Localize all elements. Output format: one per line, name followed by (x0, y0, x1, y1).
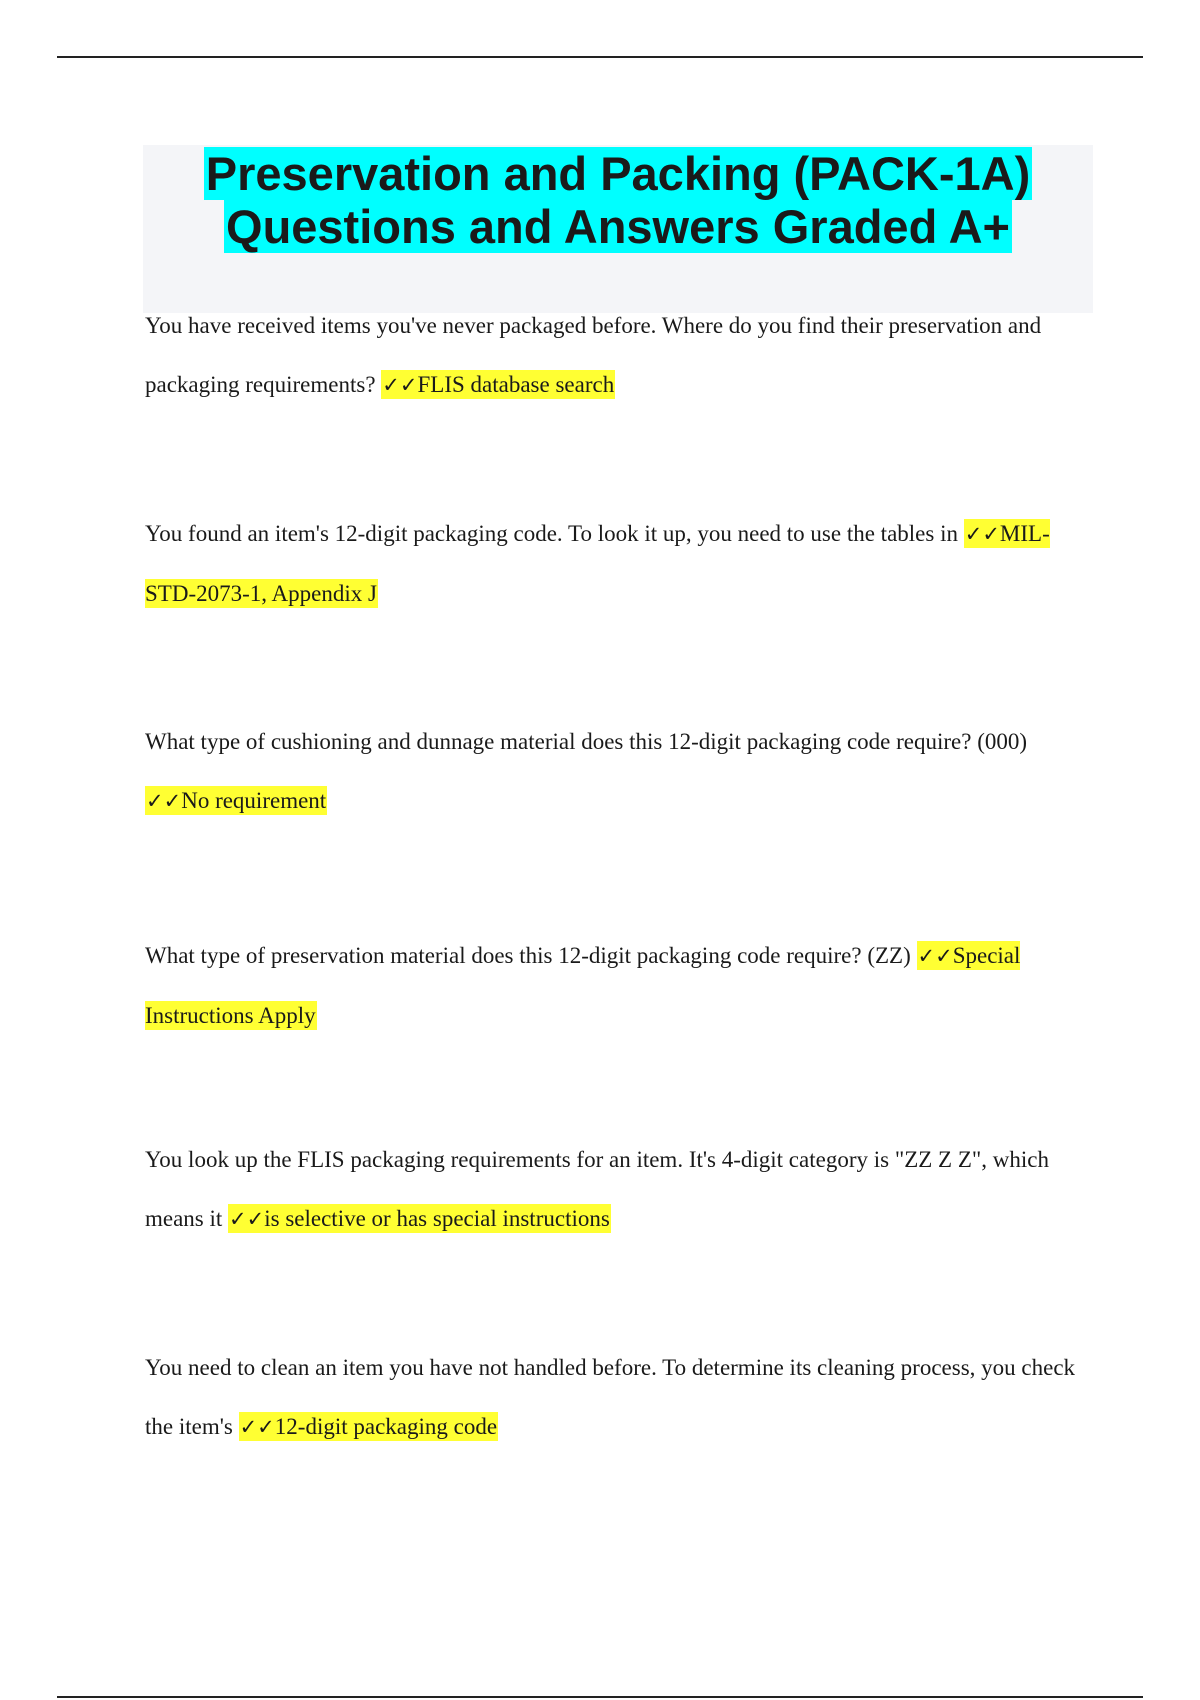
answer-text: Special Instructions Apply (145, 943, 1021, 1028)
answer-highlight (145, 786, 327, 815)
answer-text: No requirement (181, 788, 327, 813)
check-mark-icon: ✓✓ (239, 1415, 275, 1439)
question-text: You found an item's 12-digit packaging code. To look it up, you need to use the tables in (145, 521, 964, 546)
document-title-line-1: Preservation and Packing (PACK-1A) (205, 147, 1031, 200)
question-text: You need to clean an item you have not handled before. To determine its cleaning process, you check the item's (145, 1355, 1076, 1439)
answer-text: MIL-STD-2073-1, Appendix J (145, 521, 1050, 606)
answer-highlight (239, 1412, 498, 1441)
qa-item-2 (145, 504, 1080, 623)
qa-item-6 (145, 1338, 1080, 1457)
qa-item-1 (145, 296, 1080, 415)
check-mark-icon: ✓✓ (146, 789, 182, 813)
question-text: What type of preservation material does this 12-digit packaging code require? (ZZ) (145, 943, 917, 968)
document-title-line-2: Questions and Answers Graded A+ (226, 200, 1010, 253)
page-bottom-rule (57, 1696, 1143, 1698)
document-title-block (143, 145, 1093, 313)
page-top-rule (57, 56, 1143, 58)
qa-item-5 (145, 1130, 1080, 1249)
check-mark-icon: ✓✓ (229, 1207, 265, 1231)
qa-item-3 (145, 712, 1080, 831)
answer-text: 12-digit packaging code (274, 1414, 498, 1439)
check-mark-icon: ✓✓ (964, 522, 1000, 546)
qa-item-4 (145, 926, 1080, 1045)
question-text: You have received items you've never packaged before. Where do you find their preservation and packaging requirements? (145, 313, 1042, 397)
check-mark-icon: ✓✓ (917, 944, 953, 968)
answer-text: is selective or has special instructions (264, 1206, 610, 1231)
answer-highlight (381, 370, 615, 399)
answer-highlight (228, 1204, 611, 1233)
question-text: What type of cushioning and dunnage material does this 12-digit packaging code require? (000) (145, 729, 1028, 754)
check-mark-icon: ✓✓ (382, 373, 418, 397)
answer-text: FLIS database search (417, 372, 615, 397)
question-text: You look up the FLIS packaging requirements for an item. It's 4-digit category is "ZZ Z Z", which means it (145, 1147, 1049, 1231)
